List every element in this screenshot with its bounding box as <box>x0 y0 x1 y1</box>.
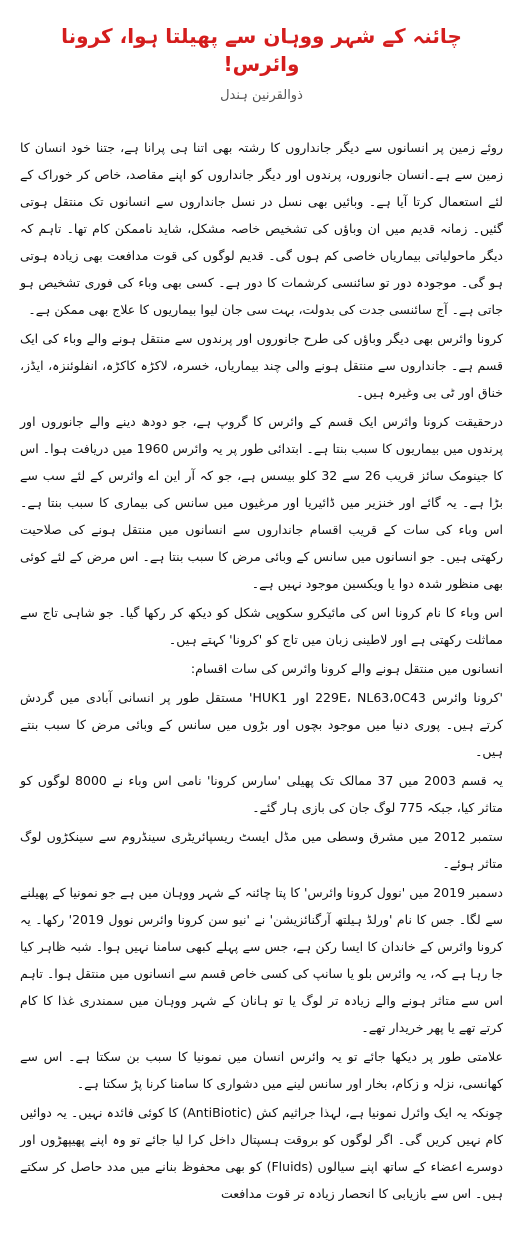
article-title: چائنہ کے شہر ووہان سے پھیلتا ہوا، کرونا وائرس! <box>61 24 462 76</box>
paragraph: روئے زمین پر انسانوں سے دیگر جانداروں کا رشتہ بھی اتنا ہی پرانا ہے، جتنا خود انسان کا زمین سے ہے۔انسان جانوروں، پرندوں اور دیگر جانداروں کو اپنے مقاصد، خاص کر خوراک کے لئے استعمال کرتا آیا ہے۔ وبائیں بھی نسل در نسل جانداروں سے انسانوں تک منتقل ہوتی گئیں۔ زمانہ قدیم میں ان وباؤں کی تشخیص خاصہ مشکل، شاید ناممکن کام تھا۔ تاہم کہ دیگر ماحولیاتی بیماریاں خاصی کم ہوں گی۔ قدیم لوگوں کی قوت مدافعت بھی زیادہ ہوتی ہو گی۔ موجودہ دور تو سائنسی کرشمات کا دور ہے۔ کسی بھی وباء کی فوری تشخیص ہو جاتی ہے۔ آج سائنسی جدت کی بدولت، بہت سی جان لیوا بیماریوں کا علاج بھی ممکن ہے۔ <box>20 140 503 317</box>
article-author: ذوالقرنین ہندل <box>220 88 303 103</box>
paragraph: علامتی طور پر دیکھا جائے تو یہ وائرس انسان میں نمونیا کا سبب بن سکتا ہے۔ اس سے کھانسی، نزلہ و زکام، بخار اور سانس لینے میں دشواری کا سامنا کرنا پڑ سکتا ہے۔ <box>20 1049 503 1091</box>
paragraph: درحقیقت کرونا وائرس ایک قسم کے وائرس کا گروپ ہے، جو دودھ دینے والے جانوروں اور پرندوں میں بیماریوں کا سبب بنتا ہے۔ ابتدائی طور پر یہ وائرس 1960 میں دریافت ہوا۔ اس کا جینومک سائز قریب 26 سے 32 کلو بیسس ہے، جو کہ آر این اے وائرس کے لئے سب سے بڑا ہے۔ یہ گائے اور خنزیر میں ڈائیریا اور مرغیوں میں سانس کی بیماری کا سبب بنتا ہے۔ اس وباء کی سات کے قریب اقسام جانداروں سے انسانوں میں منتقل ہونے کی صلاحیت رکھتی ہیں۔ جو انسانوں میں سانس کے وبائی مرض کا سبب بنتا ہے۔ اس مرض کے لئے کوئی بھی منظور شدہ دوا یا ویکسین موجود نہیں ہے۔ <box>20 414 503 591</box>
paragraph: دسمبر 2019 میں 'نوول کرونا وائرس' کا پتا چائنہ کے شہر ووہان میں ہے جو نمونیا کے پھیلنے سے لگا۔ جس کا نام 'ورلڈ ہیلتھ آرگنائزیشن' نے 'نیو سن کرونا وائرس نوول 2019' رکھا۔ یہ کرونا وائرس کے خاندان کا ایسا رکن ہے، جس سے پہلے کبھی سامنا نہیں ہوا۔ شبہ ظاہر کیا جا رہا ہے کہ، یہ وائرس بلو یا سانپ کی کسی خاص قسم سے انسانوں میں منتقل ہوا۔ تاہم اس سے متاثر ہونے والے زیادہ تر لوگ یا تو ہانان کے شہر ووہان میں سمندری غذا کا کام کرتے تھے یا پھر خریدار تھے۔ <box>20 885 503 1035</box>
paragraph: چونکہ یہ ایک وائرل نمونیا ہے، لہذا جراثیم کش (AntiBiotic) کا کوئی فائدہ نہیں۔ یہ دوائیں کام نہیں کریں گی۔ اگر لوگوں کو بروقت ہسپتال داخل کرا لیا جائے تو وہ اپنے پھیپھڑوں اور دوسرے اعضاء کے ساتھ اپنے سیالوں (Fluids) کو بھی محفوظ بنانے میں مدد حاصل کر سکتے ہیں۔ اس سے بازیابی کا انحصار زیادہ تر قوت مدافعت <box>20 1105 503 1201</box>
types-heading: انسانوں میں منتقل ہونے والے کرونا وائرس کی سات اقسام: <box>190 661 503 676</box>
paragraph: 'کرونا وائرس 229E، NL63،0C43 اور HUK1' مستقل طور پر انسانی آبادی میں گردش کرتے ہیں۔ پوری دنیا میں موجود بچوں اور بڑوں میں سانس کے وبائی مرض کا سبب بنتے ہیں۔ <box>20 690 503 759</box>
paragraph: کرونا وائرس بھی دیگر وباؤں کی طرح جانوروں اور پرندوں سے منتقل ہونے والے وباء کی ایک قسم ہے۔ جانداروں سے منتقل ہونے والی چند بیماریاں، خسرہ، لاکڑہ کاکڑہ، انفلوئنزہ، ایڈز، خناق اور ٹی بی وغیرہ ہیں۔ <box>20 331 503 400</box>
paragraph: اس وباء کا نام کرونا اس کی مائیکرو سکوپی شکل کو دیکھ کر رکھا گیا۔ جو شاہی تاج سے مماثلت رکھتی ہے اور لاطینی زبان میں تاج کو 'کرونا' کہتے ہیں۔ <box>20 605 503 647</box>
paragraph: ستمبر 2012 میں مشرق وسطی میں مڈل ایسٹ ریسپائریٹری سینڈروم سے سینکڑوں لوگ متاثر ہوئے۔ <box>20 829 503 871</box>
paragraph: یہ قسم 2003 میں 37 ممالک تک پھیلی 'سارس کرونا' نامی اس وباء نے 8000 لوگوں کو متاثر کیا، جبکہ 775 لوگ جان کی بازی ہار گئے۔ <box>20 773 503 815</box>
article-body <box>20 134 503 1207</box>
